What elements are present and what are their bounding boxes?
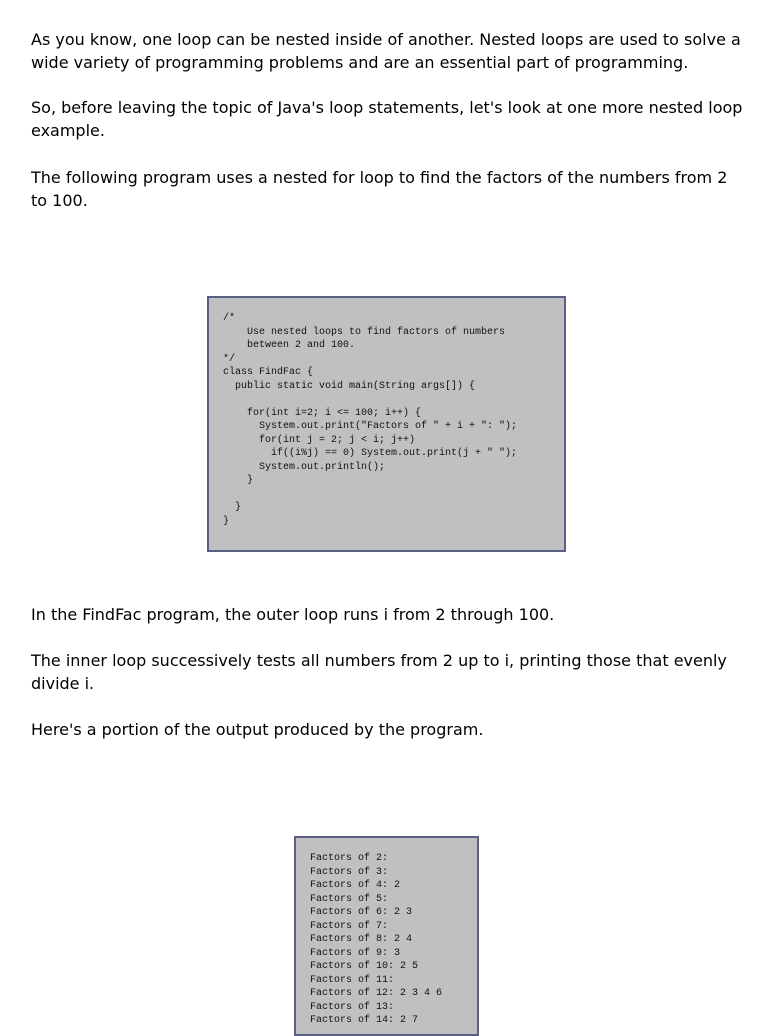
- program-output: Factors of 2: Factors of 3: Factors of 4: 2 Factors of 5: Factors of 6: 2 3 Factors of 7: Factors of 8: 2 4 Factors of 9: 3 Factors of 10: 2 5 Factors of 11: Factors of 12: 2 3 4 6 Factors of 13: Factors of 14: 2 7: [310, 853, 443, 1026]
- code-listing: /* Use nested loops to find factors of numbers between 2 and 100. */ class FindFac { public static void main(String args[]) { for(int i=2; i <= 100; i++) { System.out.print("Factors of " + i + ": "); for(int j = 2; j < i; j++) if((i%j) == 0) System.out.print(j + " "); System.out.println(); } } }: [223, 313, 518, 527]
- before-leaving-paragraph: So, before leaving the topic of Java's loop statements, let's look at one more nested loop example.: [31, 98, 743, 140]
- following-program-paragraph: The following program uses a nested for loop to find the factors of the numbers from 2 to 100.: [31, 168, 728, 210]
- output-intro-paragraph: Here's a portion of the output produced by the program.: [31, 720, 484, 739]
- code-listing-box: [207, 296, 566, 552]
- inner-loop-paragraph: The inner loop successively tests all numbers from 2 up to i, printing those that evenly divide i.: [31, 651, 727, 693]
- program-output-box: [294, 836, 479, 1036]
- intro-paragraph: As you know, one loop can be nested inside of another. Nested loops are used to solve a wide variety of programming problems and are an essential part of programming.: [31, 30, 741, 72]
- outer-loop-paragraph: In the FindFac program, the outer loop runs i from 2 through 100.: [31, 605, 555, 624]
